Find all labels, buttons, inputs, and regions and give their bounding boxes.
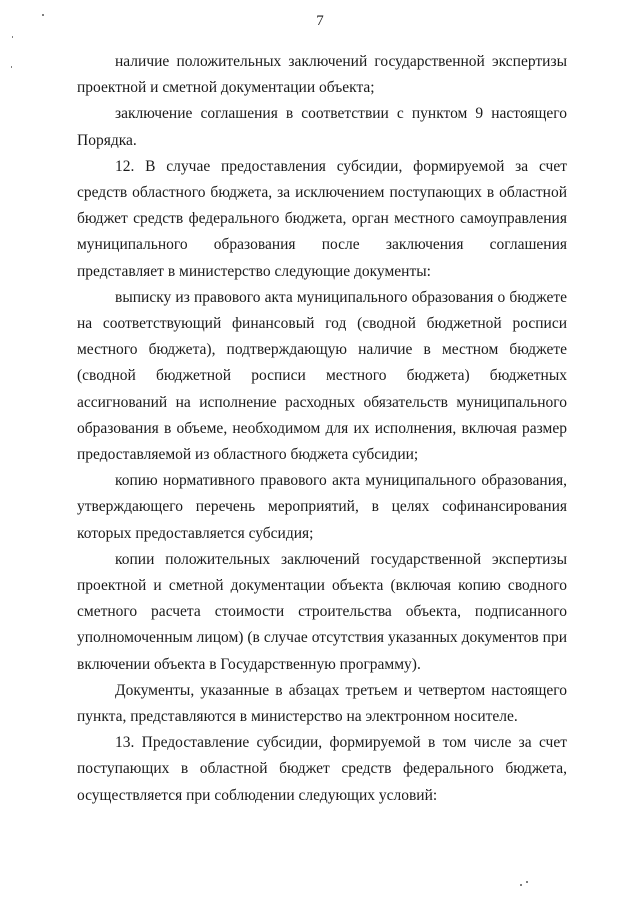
paragraph-clause-12: 12. В случае предоставления субсидии, формируемой за счет средств областного бюджета, за исключением поступающих в областной бюджет средств федерального бюджета, орган местного самоуправления муниципального образования после заключения соглашения представляет в министерство следующие документы: bbox=[77, 157, 567, 280]
scan-speck bbox=[11, 66, 12, 68]
paragraph-normative-act-copy: копию нормативного правового акта муниципального образования, утверждающего перечень мероприятий, в целях софинансирования которых предоставляется субсидия; bbox=[77, 472, 567, 542]
paragraph-budget-extract: выписку из правового акта муниципального образования о бюджете на соответствующий финансовый год (сводной бюджетной росписи местного бюджета), подтверждающую наличие в местном бюджете (сводной бюджетной росписи местного бюджета) бюджетных ассигнований на исполнение расходных обязательств муниципального образования в объеме, необходимом для их исполнения, включая размер предоставляемой из областного бюджета субсидии; bbox=[77, 288, 567, 464]
paragraph-expertise-copies: копии положительных заключений государственной экспертизы проектной и сметной документации объекта (включая копию сводного сметного расчета стоимости строительства объекта, подписанного уполномоченным лицом) (в случае отсутствия указанных документов при включении объекта в Государственную программу). bbox=[77, 550, 567, 673]
scan-speck bbox=[12, 36, 13, 38]
scan-speck bbox=[42, 14, 44, 16]
scan-speck bbox=[520, 884, 522, 886]
paragraph-electronic-documents: Документы, указанные в абзацах третьем и четвертом настоящего пункта, представляются в министерство на электронном носителе. bbox=[77, 681, 567, 726]
paragraph-clause-13: 13. Предоставление субсидии, формируемой в том числе за счет поступающих в областной бюджет средств федерального бюджета, осуществляется при соблюдении следующих условий: bbox=[77, 734, 567, 804]
paragraph-expertise-conclusions: наличие положительных заключений государственной экспертизы проектной и сметной документации объекта; bbox=[77, 53, 567, 97]
document-body bbox=[77, 49, 567, 809]
page-number: 7 bbox=[316, 13, 324, 29]
scan-speck bbox=[526, 881, 528, 883]
paragraph-agreement-conclusion: заключение соглашения в соответствии с пунктом 9 настоящего Порядка. bbox=[77, 105, 567, 149]
